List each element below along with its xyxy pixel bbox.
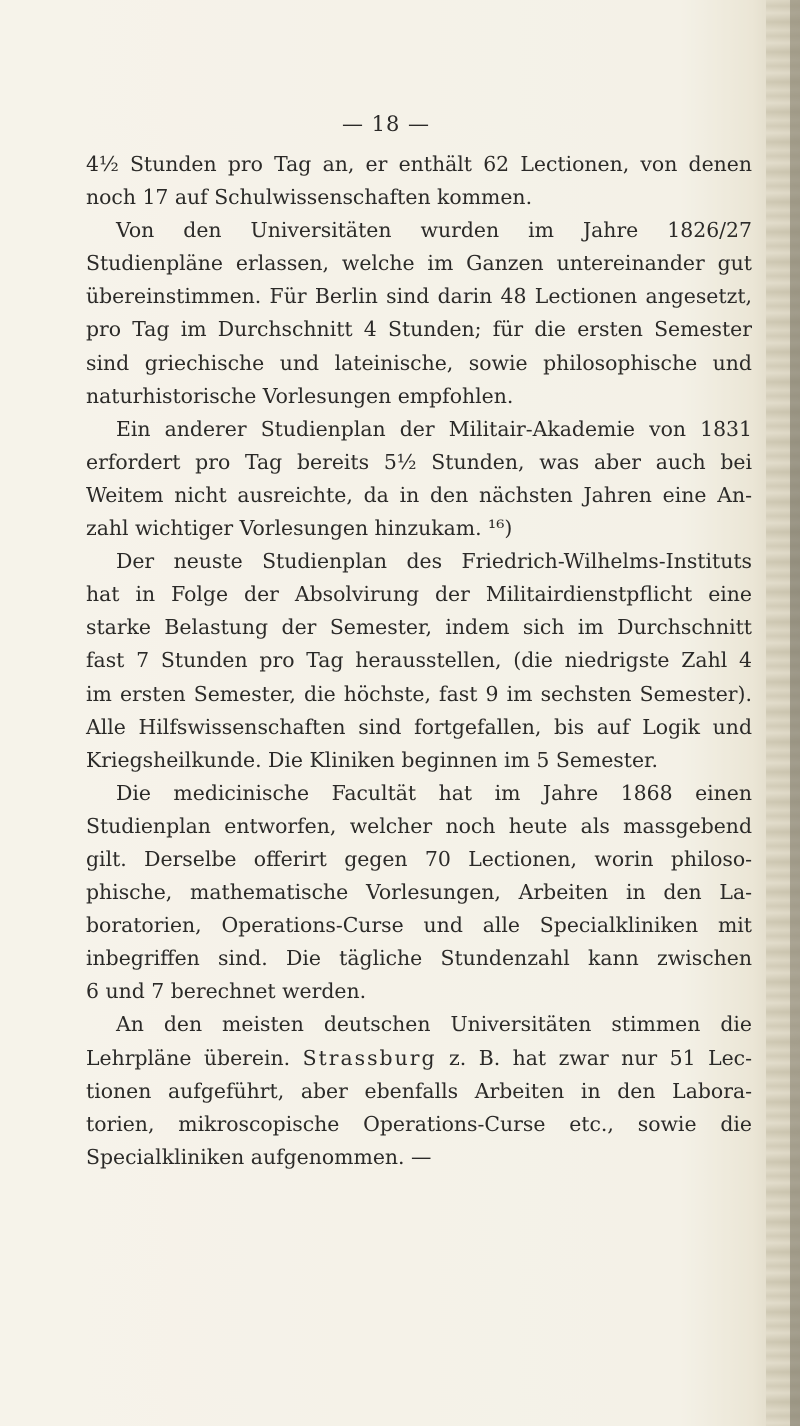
- text-line: torien, mikroscopische Operations-Curse etc., sowie die: [86, 1111, 752, 1136]
- text-line-mixed: [86, 1042, 752, 1075]
- text-line: pro Tag im Durchschnitt 4 Stunden; für die ersten Semester: [86, 317, 752, 342]
- text-line: übereinstimmen. Für Berlin sind darin 48 Lectionen angesetzt,: [86, 284, 752, 309]
- text-line: An den meisten deutschen Universitäten stimmen die: [116, 1012, 752, 1037]
- text-line: Studienpläne erlassen, welche im Ganzen untereinander gut: [86, 251, 752, 276]
- text-line: zahl wichtiger Vorlesungen hinzukam. ¹⁶): [86, 516, 513, 541]
- text-line: Die medicinische Facultät hat im Jahre 1868 einen: [116, 780, 752, 805]
- text-line: sind griechische und lateinische, sowie philosophische und: [86, 350, 752, 375]
- city-name: Strassburg: [302, 1045, 437, 1070]
- page-number: — 18 —: [341, 112, 431, 136]
- text-line: erfordert pro Tag bereits 5½ Stunden, was aber auch bei: [86, 449, 752, 474]
- body-text: [86, 148, 752, 1174]
- text-line: Studienplan entworfen, welcher noch heute als massgebend: [86, 813, 752, 838]
- text-line: 4½ Stunden pro Tag an, er enthält 62 Lectionen, von denen: [86, 152, 752, 176]
- text-line: naturhistorische Vorlesungen empfohlen.: [86, 383, 514, 408]
- text-line: Von den Universitäten wurden im Jahre 1826/27: [116, 218, 752, 243]
- text-line: gilt. Derselbe offerirt gegen 70 Lectionen, worin philoso-: [86, 846, 752, 871]
- text-line: boratorien, Operations-Curse und alle Specialkliniken mit: [86, 913, 752, 938]
- text-line: im ersten Semester, die höchste, fast 9 im sechsten Semester).: [86, 681, 752, 706]
- text-line: Ein anderer Studienplan der Militair-Akademie von 1831: [116, 416, 752, 441]
- text-line: fast 7 Stunden pro Tag herausstellen, (die niedrigste Zahl 4: [86, 648, 752, 673]
- text-line: Weitem nicht ausreichte, da in den nächsten Jahren eine An-: [86, 482, 752, 507]
- text-run: Lehrpläne überein.: [86, 1045, 303, 1070]
- text-line: phische, mathematische Vorlesungen, Arbeiten in den La-: [86, 880, 752, 905]
- text-line: Alle Hilfswissenschaften sind fortgefallen, bis auf Logik und: [86, 714, 752, 739]
- text-run: z. B. hat zwar nur 51 Lec-: [436, 1045, 752, 1070]
- text-line: tionen aufgeführt, aber ebenfalls Arbeiten in den Labora-: [86, 1078, 752, 1103]
- text-line: Kriegsheilkunde. Die Kliniken beginnen im 5 Semester.: [86, 747, 659, 772]
- text-line: Der neuste Studienplan des Friedrich-Wilhelms-Instituts: [116, 549, 752, 574]
- text-line: starke Belastung der Semester, indem sich im Durchschnitt: [86, 615, 752, 640]
- text-line: hat in Folge der Absolvirung der Militairdienstpflicht eine: [86, 582, 752, 607]
- page-binding-edge: [790, 0, 800, 1426]
- text-line: 6 und 7 berechnet werden.: [86, 979, 367, 1004]
- text-line: inbegriffen sind. Die tägliche Stundenzahl kann zwischen: [86, 946, 752, 971]
- text-line: Specialkliniken aufgenommen. —: [86, 1144, 432, 1169]
- text-line: noch 17 auf Schulwissenschaften kommen.: [86, 185, 533, 210]
